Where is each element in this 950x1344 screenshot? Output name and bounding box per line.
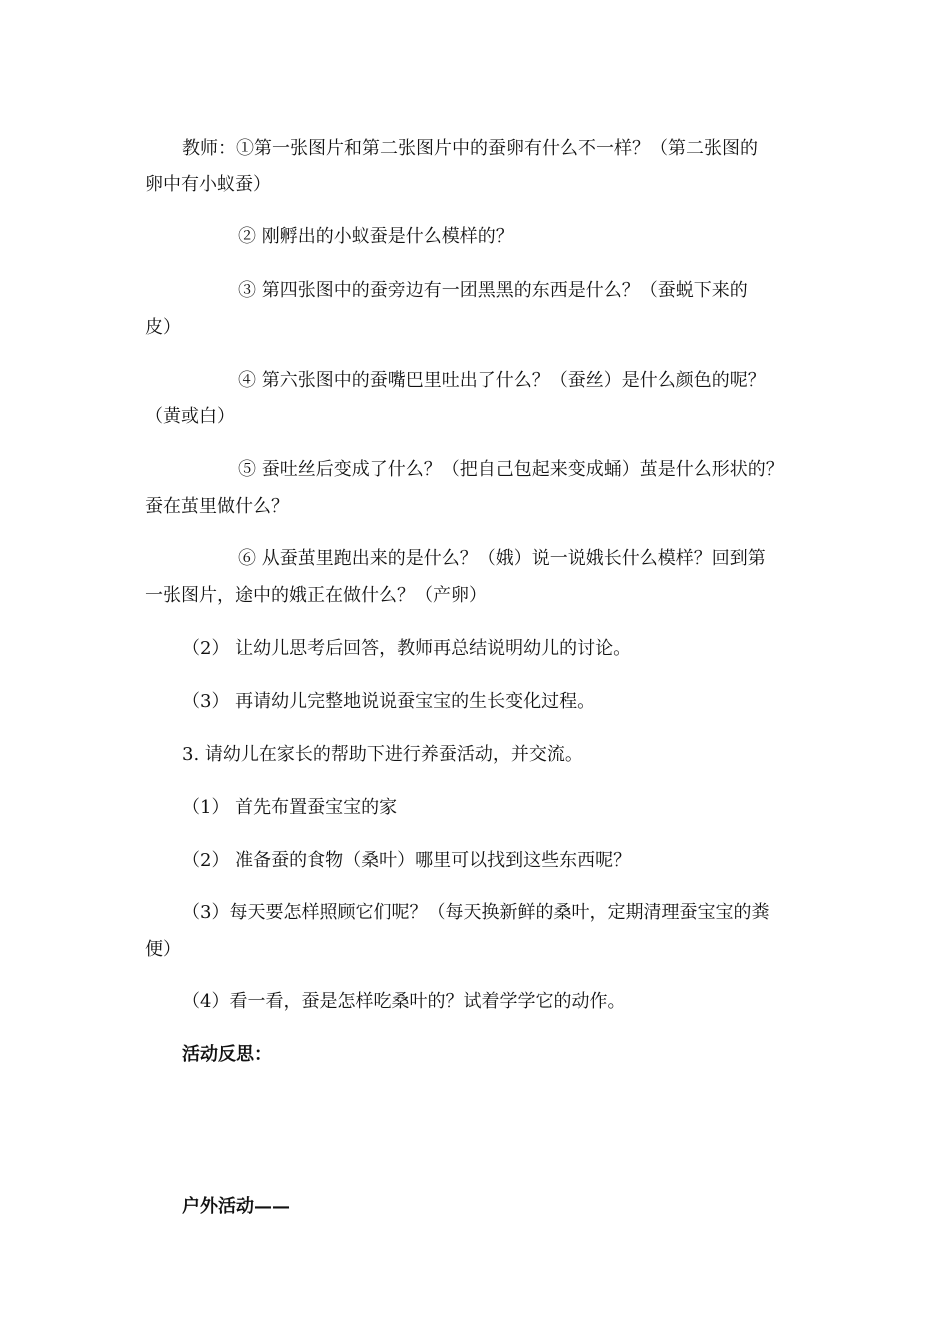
section-heading-reflection: 活动反思： [182,1044,272,1065]
text-line: 一张图片，途中的娥正在做什么？（产卵） [145,585,487,606]
text-line: ② 刚孵出的小蚁蚕是什么模样的？ [238,226,514,247]
text-line: 便） [145,939,181,960]
text-line: （2） 让幼儿思考后回答，教师再总结说明幼儿的讨论。 [182,638,632,659]
text-line: ③ 第四张图中的蚕旁边有一团黑黑的东西是什么？（蚕蜕下来的 [238,280,748,301]
text-line: （黄或白） [145,406,235,427]
text-line: 蚕在茧里做什么？ [145,496,289,517]
section-heading-outdoor: 户外活动—— [182,1196,290,1217]
text-line: （3） 再请幼儿完整地说说蚕宝宝的生长变化过程。 [182,691,596,712]
text-line: 卵中有小蚁蚕） [145,174,271,195]
text-line: ⑤ 蚕吐丝后变成了什么？（把自己包起来变成蛹）茧是什么形状的？ [238,459,784,480]
text-line: ④ 第六张图中的蚕嘴巴里吐出了什么？（蚕丝）是什么颜色的呢？ [238,370,766,391]
text-line: （3）每天要怎样照顾它们呢？（每天换新鲜的桑叶，定期清理蚕宝宝的粪 [182,902,770,923]
text-line: （1） 首先布置蚕宝宝的家 [182,797,398,818]
text-line: ⑥ 从蚕茧里跑出来的是什么？（娥）说一说娥长什么模样？回到第 [238,548,766,569]
text-line: （2） 准备蚕的食物（桑叶）哪里可以找到这些东西呢？ [182,850,632,871]
text-line: 3. 请幼儿在家长的帮助下进行养蚕活动，并交流。 [182,744,583,765]
text-line: （4）看一看，蚕是怎样吃桑叶的？试着学学它的动作。 [182,991,626,1012]
text-line: 皮） [145,317,181,338]
text-line: 教师：①第一张图片和第二张图片中的蚕卵有什么不一样？（第二张图的 [182,138,758,159]
